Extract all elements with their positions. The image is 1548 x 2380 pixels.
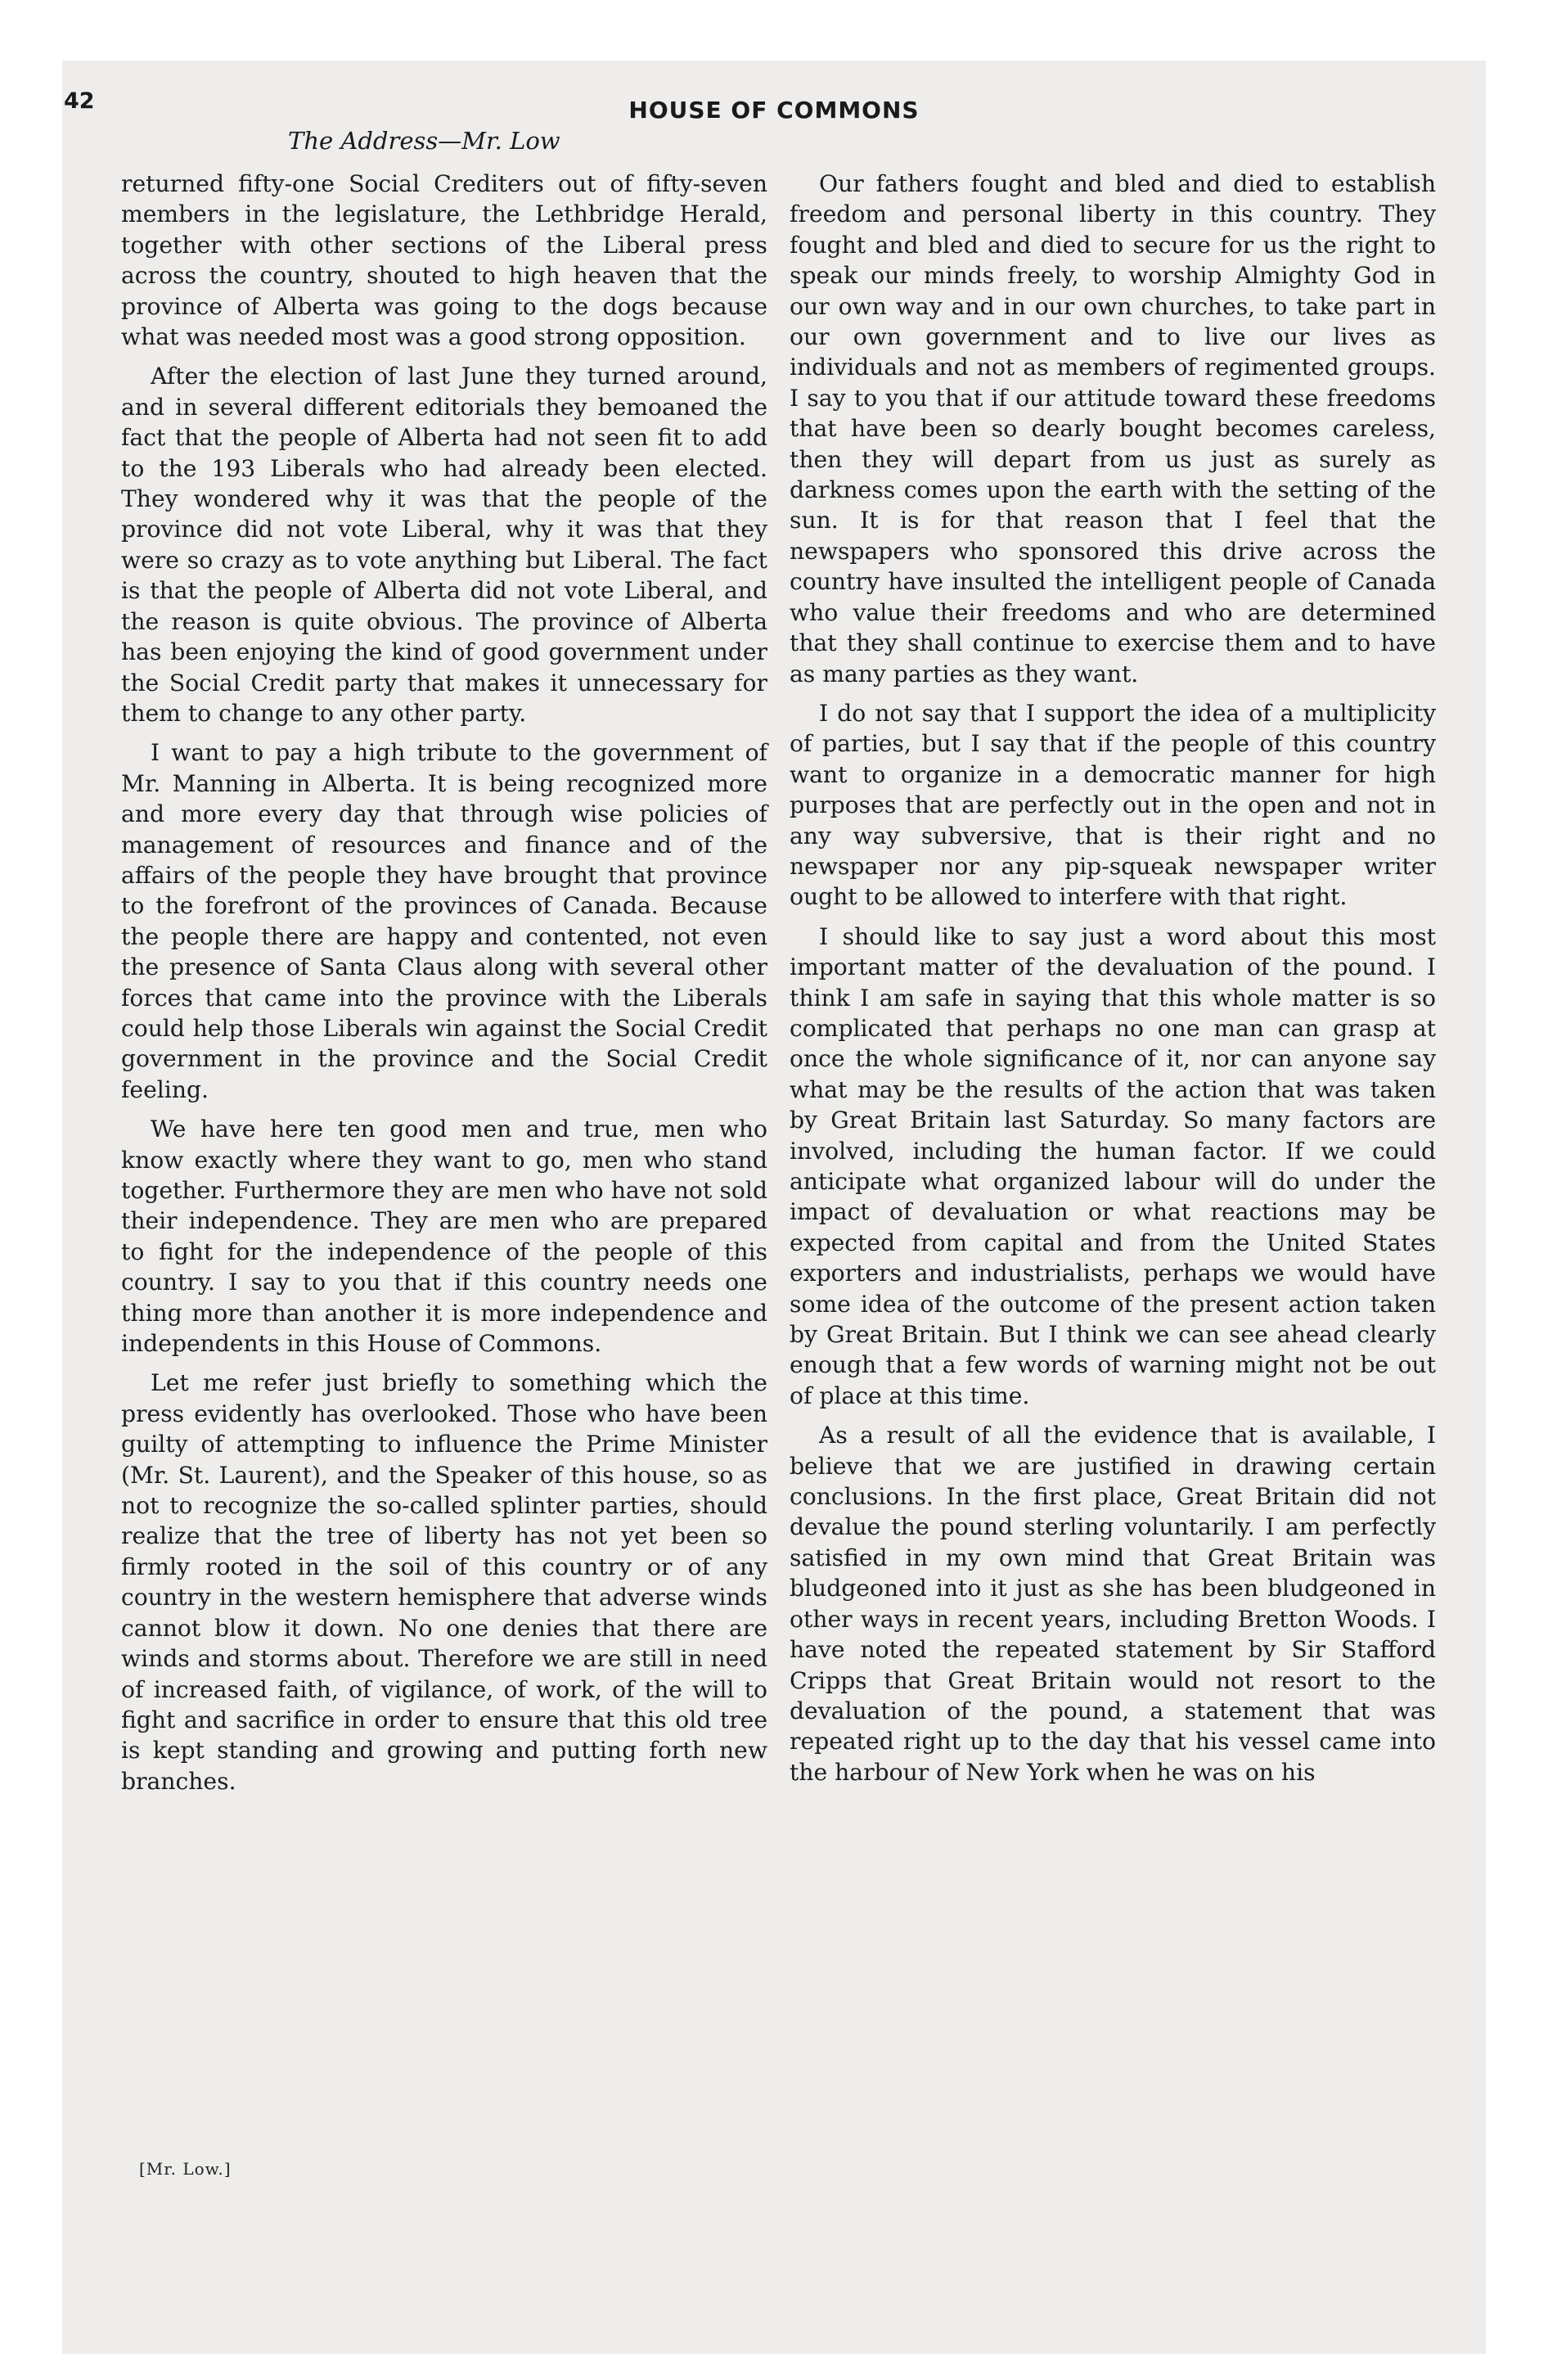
- speaker-tag: [Mr. Low.]: [139, 2159, 232, 2179]
- left-column: [121, 169, 767, 1805]
- paragraph: returned fifty-one Social Crediters out of fifty-seven members in the legislature, the Lethbridge Herald, together with other sections of the Liberal press across the country, shouted to high heaven that the province of Alberta was going to the dogs because what was needed most was a good strong opposition.: [121, 170, 767, 351]
- page-number: 42: [64, 88, 95, 114]
- paragraph: I should like to say just a word about this most important matter of the devaluation of the pound. I think I am safe in saying that this whole matter is so complicated that perhaps no one man can grasp at once the whole significance of it, nor can anyone say what may be the results of the action that was taken by Great Britain last Saturday. So many factors are involved, including the human factor. If we could anticipate what organized labour will do under the impact of devaluation or what reactions may be expected from capital and from the United States exporters and industrialists, perhaps we would have some idea of the outcome of the present action taken by Great Britain. But I think we can see ahead clearly enough that a few words of warning might not be out of place at this time.: [790, 922, 1436, 1409]
- paragraph: I do not say that I support the idea of a multiplicity of parties, but I say that if the people of this country want to organize in a democratic manner for high purposes that are perfectly out in the open and not in any way subversive, that is their right and no newspaper nor any pip-squeak newspaper writer ought to be allowed to interfere with that right.: [790, 699, 1436, 911]
- paragraph: After the election of last June they turned around, and in several different editorials they bemoaned the fact that the people of Alberta had not seen fit to add to the 193 Liberals who had already been elected. They wondered why it was that the people of the province did not vote Liberal, why it was that they were so crazy as to vote anything but Liberal. The fact is that the people of Alberta did not vote Liberal, and the reason is quite obvious. The province of Alberta has been enjoying the kind of good government under the Social Credit party that makes it unnecessary for them to change to any other party.: [121, 363, 767, 727]
- paragraph: I want to pay a high tribute to the government of Mr. Manning in Alberta. It is being recognized more and more every day that through wise policies of management of resources and finance and of the affairs of the people they have brought that province to the forefront of the provinces of Canada. Because the people there are happy and contented, not even the presence of Santa Claus along with several other forces that came into the province with the Liberals could help those Liberals win against the Social Credit government in the province and the Social Credit feeling.: [121, 739, 767, 1103]
- subject-head: The Address—Mr. Low: [288, 127, 560, 155]
- paragraph: Let me refer just briefly to something which the press evidently has overlooked. Those who have been guilty of attempting to influence the Prime Minister (Mr. St. Laurent), and the Speaker of this house, so as not to recognize the so-called splinter parties, should realize that the tree of liberty has not yet been so firmly rooted in the soil of this country or of any country in the western hemisphere that adverse winds cannot blow it down. No one denies that there are winds and storms about. Therefore we are still in need of increased faith, of vigilance, of work, of the will to fight and sacrifice in order to ensure that this old tree is kept standing and growing and putting forth new branches.: [121, 1369, 767, 1795]
- paragraph: As a result of all the evidence that is available, I believe that we are justified in drawing certain conclusions. In the first place, Great Britain did not devalue the pound sterling voluntarily. I am perfectly satisfied in my own mind that Great Britain was bludgeoned into it just as she has been bludgeoned in other ways in recent years, including Bretton Woods. I have noted the repeated statement by Sir Stafford Cripps that Great Britain would not resort to the devaluation of the pound, a statement that was repeated right up to the day that his vessel came into the harbour of New York when he was on his: [790, 1422, 1436, 1786]
- paragraph: Our fathers fought and bled and died to establish freedom and personal liberty in this country. They fought and bled and died to secure for us the right to speak our minds freely, to worship Almighty God in our own way and in our own churches, to take part in our own government and to live our lives as individuals and not as members of regimented groups. I say to you that if our attitude toward these freedoms that have been so dearly bought becomes careless, then they will depart from us just as surely as darkness comes upon the earth with the setting of the sun. It is for that reason that I feel that the newspapers who sponsored this drive across the country have insulted the intelligent people of Canada who value their freedoms and who are determined that they shall continue to exercise them and to have as many parties as they want.: [790, 170, 1436, 687]
- paragraph: We have here ten good men and true, men who know exactly where they want to go, men who stand together. Furthermore they are men who have not sold their independence. They are men who are prepared to fight for the independence of the people of this country. I say to you that if this country needs one thing more than another it is more independence and independents in this House of Commons.: [121, 1116, 767, 1358]
- right-column: [790, 169, 1436, 1796]
- running-head: HOUSE OF COMMONS: [628, 97, 920, 124]
